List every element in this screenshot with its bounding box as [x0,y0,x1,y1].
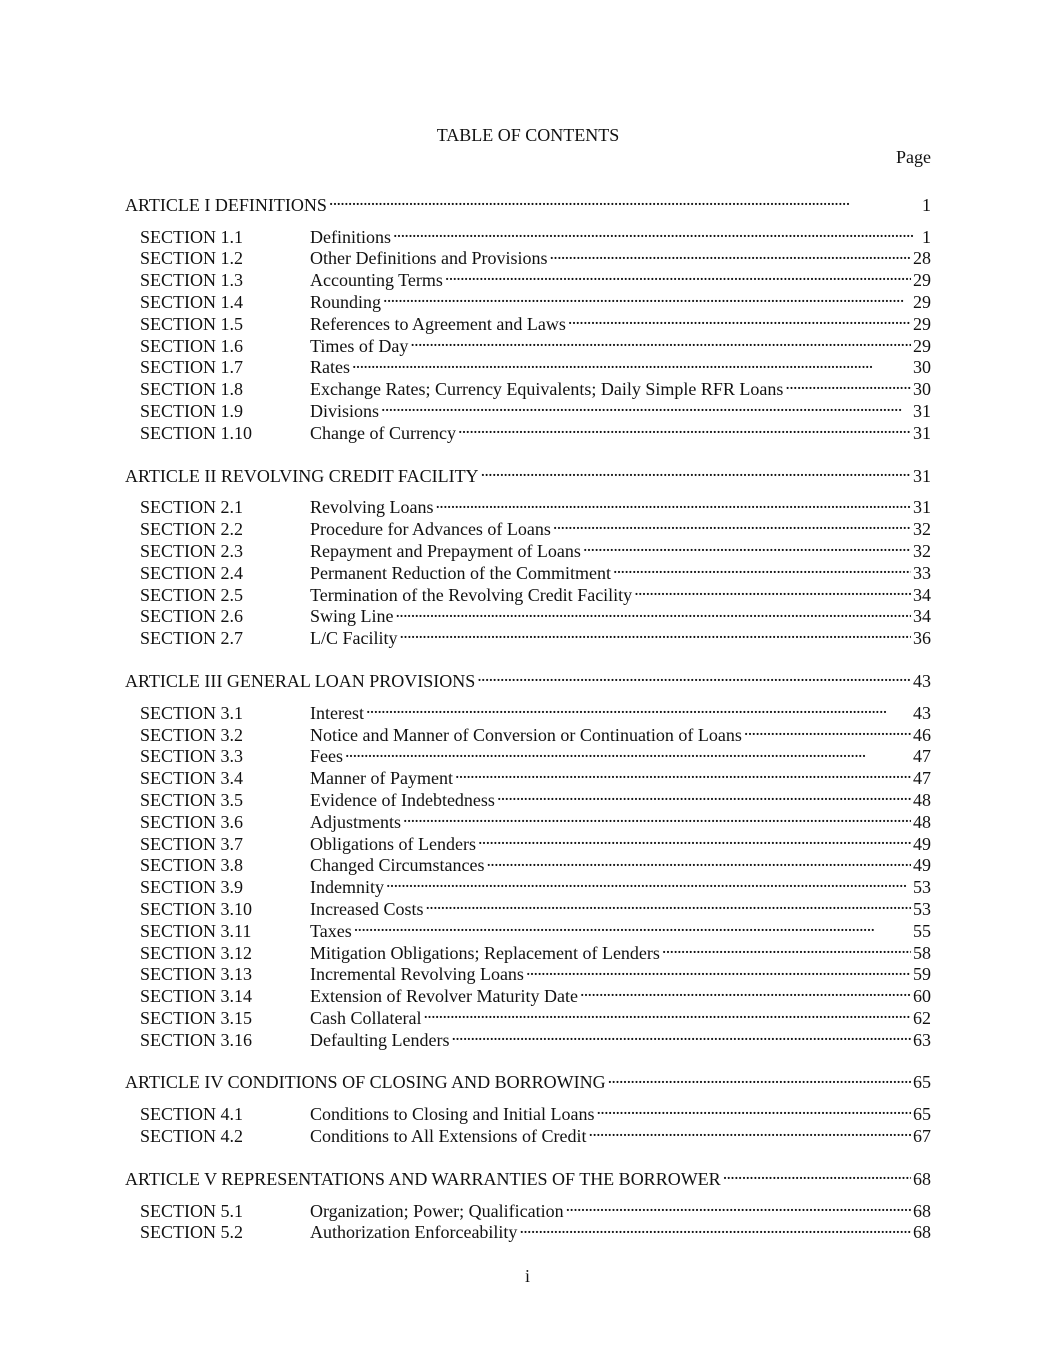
section-title: Adjustments [310,811,402,832]
section-number: SECTION 3.6 [140,811,243,832]
section-title: Conditions to Closing and Initial Loans [310,1104,595,1125]
page-number-footer: i [524,1266,530,1286]
section-title: Rates [310,357,350,378]
section-number: SECTION 2.7 [140,628,243,649]
toc-section-entry[interactable] [125,1098,931,1125]
section-page-number: 48 [913,789,931,810]
section-number: SECTION 2.3 [140,540,243,561]
section-number: SECTION 3.3 [140,746,243,767]
section-page-number: 46 [913,724,931,745]
section-number: SECTION 2.1 [140,497,243,518]
section-number: SECTION 3.7 [140,833,243,854]
section-number: SECTION 1.9 [140,400,243,421]
section-number: SECTION 2.2 [140,519,243,540]
toc-section-list [125,1098,931,1147]
dot-leader [581,535,911,557]
section-page-number: 43 [913,702,931,723]
dot-leader [327,189,920,211]
section-page-number: 58 [913,942,931,963]
section-page-number: 29 [913,291,931,312]
section-title: References to Agreement and Laws [310,313,566,334]
section-title: Authorization Enforceability [310,1222,518,1243]
section-number: SECTION 3.16 [140,1029,252,1050]
section-number: SECTION 3.5 [140,789,243,810]
section-number: SECTION 3.10 [140,898,252,919]
toc-section-list [125,697,931,1050]
section-title: Permanent Reduction of the Commitment [310,562,611,583]
section-page-number: 28 [913,248,931,269]
section-number: SECTION 1.5 [140,313,243,334]
section-number: SECTION 3.8 [140,855,243,876]
section-title: Interest [310,702,364,723]
section-title: Cash Collateral [310,1007,422,1028]
section-number: SECTION 5.1 [140,1200,243,1221]
section-number: SECTION 2.4 [140,562,243,583]
section-number: SECTION 3.1 [140,702,243,723]
toc-article [125,460,931,649]
toc-section-entry[interactable] [125,1195,931,1221]
dot-leader [587,1120,911,1142]
article-page-number: 43 [913,670,931,691]
section-title: Obligations of Lenders [310,833,476,854]
section-title: Extension of Revolver Maturity Date [310,986,578,1007]
dot-leader [524,959,911,981]
toc-section-list [125,221,931,443]
article-label: ARTICLE IV CONDITIONS OF CLOSING AND BORROWING [125,1072,606,1093]
section-page-number: 68 [913,1200,931,1221]
article-page-number: 31 [913,465,931,486]
dot-leader [401,806,911,828]
toc-article [125,1067,931,1147]
section-title: Revolving Loans [310,497,434,518]
dot-leader [475,665,911,687]
dot-leader [391,221,920,243]
section-number: SECTION 1.2 [140,248,243,269]
section-page-number: 34 [913,584,931,605]
section-page-number: 59 [913,964,931,985]
section-page-number: 30 [913,357,931,378]
dot-leader [456,417,911,439]
dot-leader [379,395,911,417]
section-page-number: 31 [913,400,931,421]
section-page-number: 67 [913,1126,931,1147]
dot-leader [381,286,911,308]
section-title: Termination of the Revolving Credit Facility [310,584,633,605]
section-page-number: 31 [913,497,931,518]
dot-leader [606,1067,911,1089]
dot-leader [408,330,911,352]
section-number: SECTION 4.2 [140,1126,243,1147]
section-title: Change of Currency [310,422,456,443]
section-page-number: 68 [913,1222,931,1243]
section-page-number: 48 [913,811,931,832]
dot-leader [384,871,911,893]
toc-page [125,124,931,1243]
dot-leader [660,937,911,959]
page-column-header: Page [896,147,931,167]
section-title: Organization; Power; Qualification [310,1200,564,1221]
section-title: Repayment and Prepayment of Loans [310,540,581,561]
dot-leader [449,1024,911,1046]
toc-section-entry[interactable] [125,221,931,247]
section-number: SECTION 4.1 [140,1104,243,1125]
section-number: SECTION 3.9 [140,877,243,898]
toc-article-entry[interactable] [125,1163,931,1189]
section-page-number: 53 [913,898,931,919]
section-page-number: 62 [913,1007,931,1028]
section-page-number: 63 [913,1029,931,1050]
dot-leader [611,557,911,579]
section-number: SECTION 1.7 [140,357,243,378]
dot-leader [350,352,911,374]
section-number: SECTION 2.5 [140,584,243,605]
section-page-number: 1 [922,226,931,247]
dot-leader [564,1195,911,1217]
dot-leader [479,460,911,482]
section-number: SECTION 1.1 [140,226,243,247]
article-label: ARTICLE II REVOLVING CREDIT FACILITY [125,465,479,486]
section-number: SECTION 3.12 [140,942,252,963]
toc-body [125,189,931,1243]
section-page-number: 30 [913,379,931,400]
section-number: SECTION 1.8 [140,379,243,400]
article-label: ARTICLE III GENERAL LOAN PROVISIONS [125,670,476,691]
dot-leader [495,784,911,806]
section-number: SECTION 1.10 [140,422,252,443]
section-page-number: 31 [913,422,931,443]
toc-section-list [125,492,931,649]
section-page-number: 32 [913,519,931,540]
section-page-number: 33 [913,562,931,583]
dot-leader [595,1098,912,1120]
toc-article-entry[interactable] [125,665,931,691]
dot-leader [421,1002,911,1024]
section-title: Incremental Revolving Loans [310,964,524,985]
dot-leader [484,850,911,872]
article-label: ARTICLE I DEFINITIONS [125,194,327,215]
section-title: Increased Costs [310,898,424,919]
dot-leader [721,1163,911,1185]
toc-article [125,189,931,443]
section-number: SECTION 3.14 [140,986,252,1007]
toc-article-entry[interactable] [125,189,931,215]
toc-article [125,665,931,1050]
section-title: Swing Line [310,606,394,627]
article-page-number: 1 [922,194,931,215]
section-title: Definitions [310,226,391,247]
section-page-number: 49 [913,833,931,854]
section-title: Mitigation Obligations; Replacement of Lenders [310,942,660,963]
dot-leader [547,243,911,265]
section-title: Indemnity [310,877,384,898]
section-page-number: 49 [913,855,931,876]
section-title: Fees [310,746,343,767]
dot-leader [423,893,911,915]
dot-leader [566,308,911,330]
section-number: SECTION 3.13 [140,964,252,985]
dot-leader [517,1217,911,1239]
article-label: ARTICLE V REPRESENTATIONS AND WARRANTIES OF THE BORROWER [125,1168,721,1189]
section-title: Notice and Manner of Conversion or Continuation of Loans [310,724,742,745]
toc-article-entry[interactable] [125,1067,931,1093]
dot-leader [551,513,911,535]
toc-section-entry[interactable] [125,492,931,518]
section-page-number: 34 [913,606,931,627]
dot-leader [364,697,911,719]
section-title: Defaulting Lenders [310,1029,450,1050]
section-page-number: 60 [913,986,931,1007]
section-page-number: 47 [913,768,931,789]
section-page-number: 32 [913,540,931,561]
dot-leader [578,980,911,1002]
section-number: SECTION 1.4 [140,291,243,312]
toc-article-entry[interactable] [125,460,931,486]
section-title: Conditions to All Extensions of Credit [310,1126,587,1147]
article-page-number: 68 [913,1168,931,1189]
section-title: Other Definitions and Provisions [310,248,548,269]
dot-leader [343,741,911,763]
section-page-number: 65 [913,1104,931,1125]
dot-leader [443,264,911,286]
toc-article [125,1163,931,1243]
dot-leader [398,622,912,644]
article-page-number: 65 [913,1072,931,1093]
section-title: Taxes [310,920,352,941]
section-title: L/C Facility [310,628,398,649]
section-page-number: 29 [913,335,931,356]
dot-leader [742,719,911,741]
section-number: SECTION 3.4 [140,768,243,789]
section-title: Rounding [310,291,382,312]
toc-title: TABLE OF CONTENTS [436,125,620,145]
dot-leader [476,828,911,850]
dot-leader [453,762,911,784]
section-number: SECTION 5.2 [140,1222,243,1243]
section-number: SECTION 3.11 [140,920,252,941]
dot-leader [394,601,912,623]
section-title: Manner of Payment [310,768,453,789]
section-title: Changed Circumstances [310,855,485,876]
section-number: SECTION 3.2 [140,724,243,745]
section-number: SECTION 2.6 [140,606,243,627]
section-page-number: 53 [913,877,931,898]
section-page-number: 36 [913,628,931,649]
section-number: SECTION 1.6 [140,335,243,356]
section-title: Evidence of Indebtedness [310,789,495,810]
section-title: Times of Day [310,335,409,356]
section-page-number: 29 [913,270,931,291]
toc-section-list [125,1195,931,1243]
section-title: Exchange Rates; Currency Equivalents; Daily Simple RFR Loans [310,379,784,400]
section-number: SECTION 3.15 [140,1007,252,1028]
section-title: Divisions [310,400,380,421]
section-number: SECTION 1.3 [140,270,243,291]
toc-section-entry[interactable] [125,697,931,723]
section-page-number: 29 [913,313,931,334]
dot-leader [434,492,912,514]
section-page-number: 55 [913,920,931,941]
dot-leader [352,915,911,937]
dot-leader [632,579,911,601]
section-title: Procedure for Advances of Loans [310,519,551,540]
section-page-number: 47 [913,746,931,767]
dot-leader [783,373,911,395]
section-title: Accounting Terms [310,270,443,291]
